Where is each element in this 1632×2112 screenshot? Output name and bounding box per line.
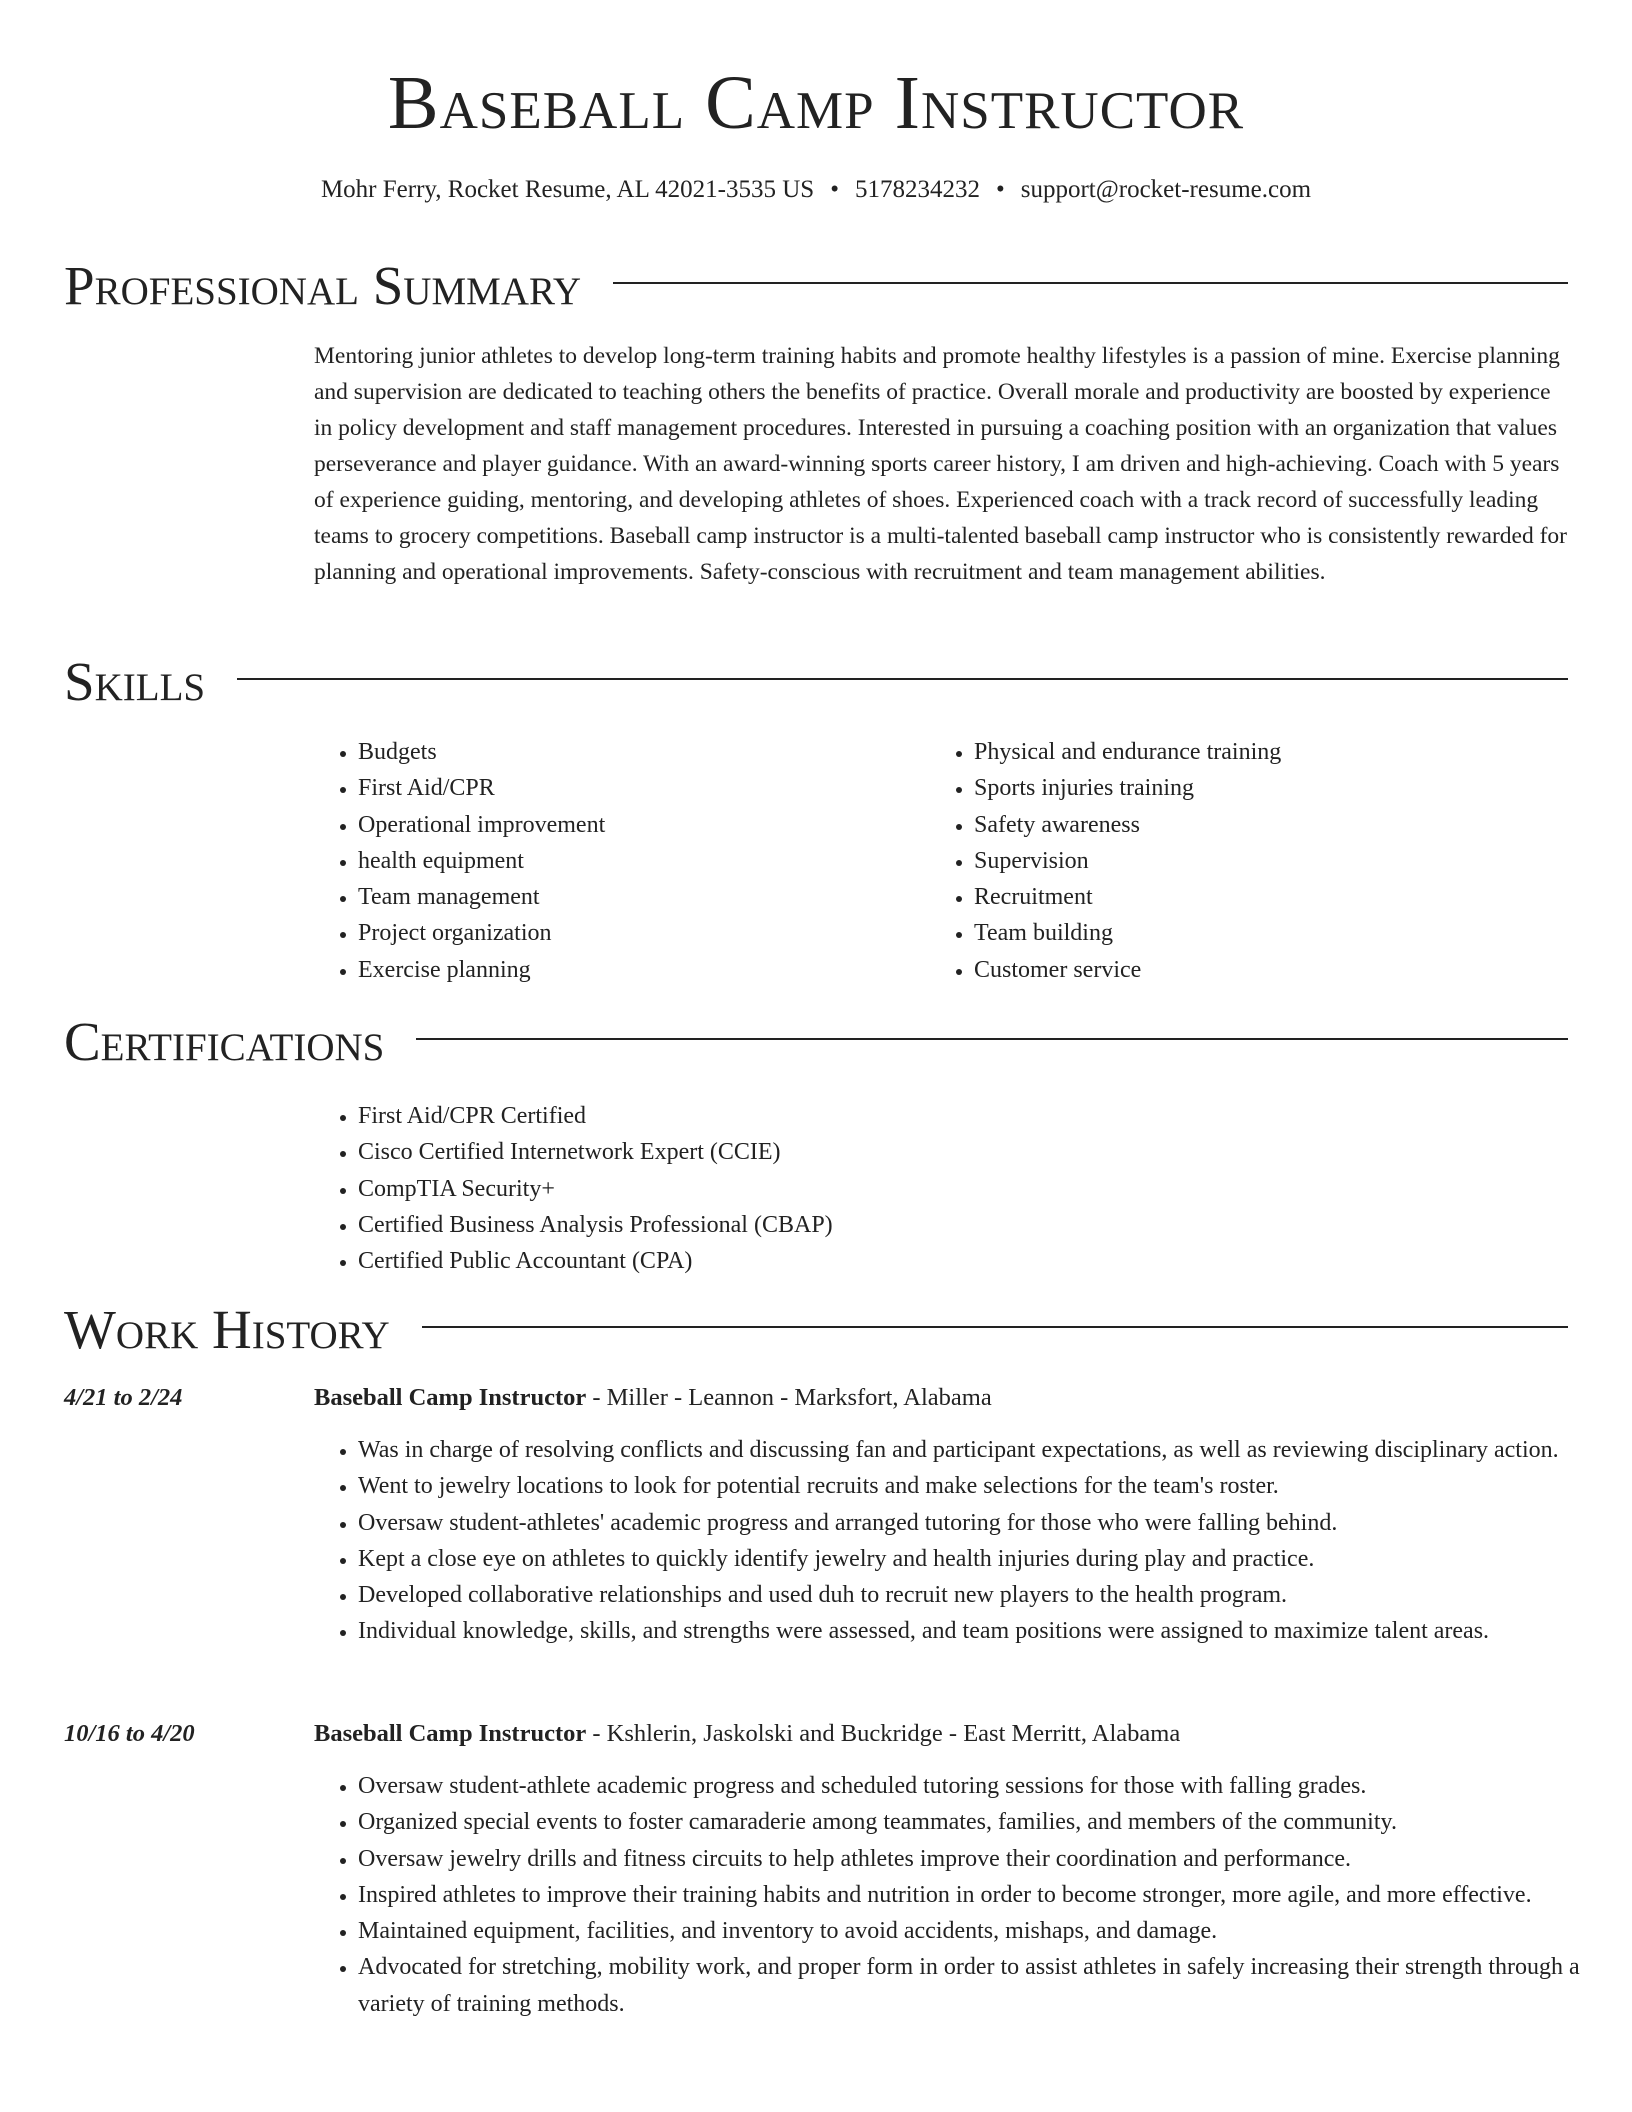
- job-title: Baseball Camp Instructor: [314, 1720, 587, 1747]
- job-employer-location: - Miller - Leannon - Marksfort, Alabama: [586, 1384, 992, 1411]
- skill-item: • First Aid/CPR: [358, 770, 918, 806]
- job-dates: 10/16 to 4/20: [64, 1720, 195, 1747]
- skills-list-right: [930, 734, 1574, 988]
- resume-name: Baseball Camp Instructor: [387, 61, 1245, 145]
- certification-item: • Certified Public Accountant (CPA): [358, 1243, 1358, 1279]
- job-heading: [314, 1380, 992, 1416]
- contact-address: Mohr Ferry, Rocket Resume, AL 42021-3535 US: [320, 176, 815, 203]
- summary-section-header: [64, 256, 1568, 316]
- skill-item: • Team management: [358, 879, 918, 915]
- job-employer-location: - Kshlerin, Jaskolski and Buckridge - East Merritt, Alabama: [586, 1720, 1181, 1747]
- job-bullet: • Organized special events to foster camaraderie among teammates, families, and members of the community.: [358, 1804, 1612, 1840]
- skill-item: • health equipment: [358, 843, 918, 879]
- certifications-list: [314, 1098, 1358, 1279]
- section-divider: [416, 1038, 1568, 1040]
- skills-list-left: [314, 734, 918, 988]
- contact-line: [0, 172, 1632, 208]
- section-divider: [613, 282, 1568, 284]
- job-bullet: • Individual knowledge, skills, and strengths were assessed, and team positions were assigned to maximize talent areas.: [358, 1613, 1612, 1649]
- work-history-section-header: [64, 1300, 1568, 1360]
- job-title: Baseball Camp Instructor: [314, 1384, 587, 1411]
- skill-item: • Exercise planning: [358, 952, 918, 988]
- section-divider: [422, 1326, 1568, 1328]
- job-heading: [314, 1716, 1180, 1752]
- certifications-section-header: [64, 1012, 1568, 1072]
- contact-separator: •: [830, 176, 839, 203]
- summary-heading: Professional Summary: [64, 255, 582, 316]
- skill-item: • Recruitment: [974, 879, 1574, 915]
- contact-phone: 5178234232: [854, 176, 980, 203]
- contact-email: support@rocket-resume.com: [1020, 176, 1312, 203]
- job-bullet: • Advocated for stretching, mobility work, and proper form in order to assist athletes in safely increasing their strength through a variety of training methods.: [358, 1949, 1612, 2022]
- certifications-heading: Certifications: [64, 1011, 385, 1072]
- skill-item: • Team building: [974, 915, 1574, 951]
- section-divider: [237, 678, 1568, 680]
- job-bullet: • Was in charge of resolving conflicts and discussing fan and participant expectations, as well as reviewing disciplinary action.: [358, 1432, 1612, 1468]
- certification-item: • First Aid/CPR Certified: [358, 1098, 1358, 1134]
- job-bullet: • Developed collaborative relationships and used duh to recruit new players to the health program.: [358, 1577, 1612, 1613]
- job-dates: 4/21 to 2/24: [64, 1384, 183, 1411]
- certification-item: • Cisco Certified Internetwork Expert (CCIE): [358, 1134, 1358, 1170]
- job-bullet: • Kept a close eye on athletes to quickly identify jewelry and health injuries during play and practice.: [358, 1541, 1612, 1577]
- skills-section-header: [64, 652, 1568, 712]
- skill-item: • Project organization: [358, 915, 918, 951]
- summary-text: Mentoring junior athletes to develop long-term training habits and promote healthy lifestyles is a passion of mine. Exercise planning and supervision are dedicated to teaching others the benefits of practice. Overall morale and productivity are boosted by experience in policy development and staff management procedures. Interested in pursuing a coaching position with an organization that values perseverance and player guidance. With an award-winning sports career history, I am driven and high-achieving. Coach with 5 years of experience guiding, mentoring, and developing athletes of shoes. Experienced coach with a track record of successfully leading teams to grocery competitions. Baseball camp instructor is a multi-talented baseball camp instructor who is consistently rewarded for planning and operational improvements. Safety-conscious with recruitment and team management abilities.: [314, 343, 1567, 585]
- skill-item: • Sports injuries training: [974, 770, 1574, 806]
- certification-item: • Certified Business Analysis Professional (CBAP): [358, 1207, 1358, 1243]
- skill-item: • Supervision: [974, 843, 1574, 879]
- job-bullet: • Inspired athletes to improve their training habits and nutrition in order to become stronger, more agile, and more effective.: [358, 1877, 1612, 1913]
- contact-separator: •: [995, 176, 1005, 203]
- job-bullet-list: [314, 1432, 1612, 1650]
- certification-item: • CompTIA Security+: [358, 1171, 1358, 1207]
- work-history-heading: Work History: [64, 1299, 390, 1360]
- job-bullet: • Oversaw student-athletes' academic progress and arranged tutoring for those who were falling behind.: [358, 1505, 1612, 1541]
- skill-item: • Customer service: [974, 952, 1574, 988]
- job-bullet: • Oversaw jewelry drills and fitness circuits to help athletes improve their coordination and performance.: [358, 1841, 1612, 1877]
- job-bullet: • Went to jewelry locations to look for potential recruits and make selections for the team's roster.: [358, 1468, 1612, 1504]
- skill-item: • Physical and endurance training: [974, 734, 1574, 770]
- skill-item: • Budgets: [358, 734, 918, 770]
- skills-heading: Skills: [64, 651, 206, 712]
- job-bullet: • Oversaw student-athlete academic progress and scheduled tutoring sessions for those with falling grades.: [358, 1768, 1612, 1804]
- skill-item: • Operational improvement: [358, 807, 918, 843]
- job-bullet: • Maintained equipment, facilities, and inventory to avoid accidents, mishaps, and damage.: [358, 1913, 1612, 1949]
- job-bullet-list: [314, 1768, 1612, 2022]
- skill-item: • Safety awareness: [974, 807, 1574, 843]
